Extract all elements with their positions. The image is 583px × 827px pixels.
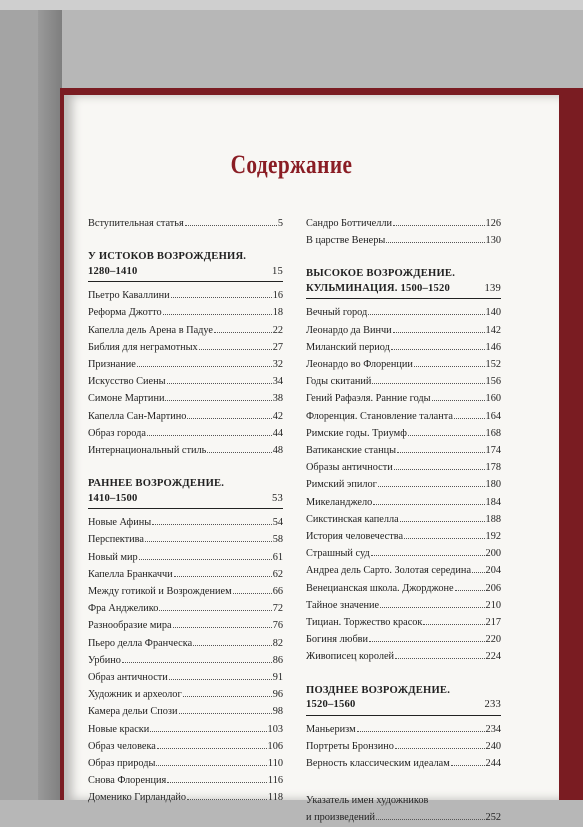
toc-entry-page: 130 — [485, 235, 501, 247]
toc-entry — [88, 356, 283, 373]
toc-entry-title: История человечества — [306, 531, 404, 543]
toc-entry-page: 200 — [485, 548, 501, 560]
toc-entry-page: 220 — [485, 634, 501, 646]
toc-entry — [306, 528, 501, 545]
toc-entry — [306, 597, 501, 614]
toc-entry-title: Перспектива — [88, 534, 144, 546]
toc-entry — [306, 631, 501, 648]
toc-entry — [306, 339, 501, 356]
toc-entry — [88, 669, 283, 686]
toc-entry — [306, 648, 501, 665]
toc-entry-page: 48 — [272, 445, 283, 457]
toc-entry — [88, 652, 283, 669]
toc-entry-page: 192 — [485, 531, 501, 543]
toc-entry-title: Микеланджело — [306, 496, 373, 508]
toc-entry — [88, 755, 283, 772]
toc-entry-page: 146 — [485, 341, 501, 353]
toc-entry-title: Образ античности — [88, 672, 168, 684]
toc-entry-title: Фра Анджелико — [88, 603, 159, 615]
toc-entry — [306, 494, 501, 511]
toc-entry-page: 217 — [485, 617, 501, 629]
toc-entry-title: Новые Афины — [88, 517, 152, 529]
toc-entry — [88, 514, 283, 531]
toc-entry-title: Образ человека — [88, 740, 156, 752]
toc-entry-title: Миланский период — [306, 341, 390, 353]
toc-entry-title: Римские годы. Триумф — [306, 427, 407, 439]
page-title: Содержание — [230, 150, 353, 179]
toc-entry-title: В царстве Венеры — [306, 235, 386, 247]
toc-entry-title: Тициан. Торжество красок — [306, 617, 423, 629]
toc-entry-title: Годы скитаний — [306, 376, 372, 388]
toc-entry-title: Тайное значение — [306, 599, 380, 611]
toc-entry-title: Страшный суд — [306, 548, 370, 560]
toc-entry — [88, 408, 283, 425]
toc-entry-title: Леонардо во Флоренции — [306, 359, 413, 371]
toc-entry-page: 32 — [272, 359, 283, 371]
toc-entry-title: Художник и археолог — [88, 689, 182, 701]
section-heading: ПОЗДНЕЕ ВОЗРОЖДЕНИЕ. 1520–1560 233 — [306, 684, 501, 716]
toc-entry-title: Пьетро Каваллини — [88, 290, 170, 302]
toc-entry-title: Флоренция. Становление таланта — [306, 410, 453, 422]
toc-entry — [88, 617, 283, 634]
toc-entry — [306, 215, 501, 232]
toc-entry — [88, 373, 283, 390]
toc-entry-title: Симоне Мартини — [88, 393, 165, 405]
toc-entry-page: 103 — [267, 723, 283, 735]
toc-entry-page: 240 — [485, 740, 501, 752]
toc-entry-title: Образы античности — [306, 462, 393, 474]
toc-entry — [306, 408, 501, 425]
toc-entry — [88, 583, 283, 600]
toc-entry: Вступительная статья 5 — [88, 218, 283, 229]
toc-entry-page: 76 — [272, 620, 283, 632]
toc-entry-title: Ватиканские станцы — [306, 445, 397, 457]
toc-entry-title: Реформа Джотто — [88, 307, 162, 319]
toc-entry — [88, 339, 283, 356]
toc-entry — [306, 322, 501, 339]
toc-entry-page: 206 — [485, 582, 501, 594]
toc-entry-title: Капелла Бранкаччи — [88, 568, 173, 580]
toc-entry-page: 61 — [272, 551, 283, 563]
toc-entry — [306, 476, 501, 493]
toc-entry-page: 82 — [272, 637, 283, 649]
toc-entry — [88, 738, 283, 755]
toc-entry-page: 180 — [485, 479, 501, 491]
toc-entry-page: 16 — [272, 290, 283, 302]
toc-entry — [88, 425, 283, 442]
toc-entry — [306, 356, 501, 373]
toc-entry — [88, 442, 283, 459]
toc-entry-page: 54 — [272, 517, 283, 529]
toc-entry-title: Сандро Боттичелли — [306, 218, 393, 229]
toc-entry-title: Андреа дель Сарто. Золотая середина — [306, 565, 472, 577]
toc-entry-title: Портреты Бронзино — [306, 740, 394, 752]
toc-left-column — [88, 215, 283, 807]
toc-entry-page: 126 — [485, 218, 501, 229]
toc-entry — [306, 442, 501, 459]
scan-border — [0, 0, 583, 10]
toc-entry-page: 34 — [272, 376, 283, 388]
toc-entry-title: Римский эпилог — [306, 479, 377, 491]
toc-entry-title: Камера дельи Спози — [88, 706, 178, 718]
toc-entry — [88, 635, 283, 652]
toc-entry-title: Разнообразие мира — [88, 620, 172, 632]
toc-entry-page: 116 — [267, 775, 283, 787]
toc-entry-title: Капелла дель Арена в Падуе — [88, 324, 213, 336]
toc-entry — [306, 304, 501, 321]
toc-entry-title: Образ города — [88, 427, 146, 439]
toc-entry — [306, 755, 501, 772]
toc-entry-page: 110 — [267, 758, 283, 770]
toc-entry — [306, 721, 501, 738]
toc-entry — [88, 531, 283, 548]
toc-entry-page: 66 — [272, 586, 283, 598]
toc-entry-page: 98 — [272, 706, 283, 718]
toc-entry-title: Сикстинская капелла — [306, 513, 399, 525]
toc-entry-title: Образ природы — [88, 758, 156, 770]
toc-entry-title: Доменико Гирландайо — [88, 792, 187, 804]
toc-entry-title: Урбино — [88, 654, 121, 666]
toc-entry-page: 91 — [272, 672, 283, 684]
toc-entry-page: 224 — [485, 651, 501, 663]
toc-entry — [306, 373, 501, 390]
toc-entry — [306, 580, 501, 597]
toc-entry-title: Вечный город — [306, 307, 368, 319]
toc-entry-title: Новый мир — [88, 551, 138, 563]
toc-entry — [306, 232, 501, 249]
toc-entry-title: Признание — [88, 359, 136, 371]
toc-entry-title: Гений Рафаэля. Ранние годы — [306, 393, 431, 405]
toc-entry-page: 62 — [272, 568, 283, 580]
toc-entry — [306, 511, 501, 528]
toc-entry — [88, 772, 283, 789]
toc-entry-title: Пьеро делла Франческа — [88, 637, 193, 649]
toc-entry — [306, 738, 501, 755]
toc-entry-page: 164 — [485, 410, 501, 422]
toc-entry-title: Новые краски — [88, 723, 150, 735]
toc-entry-page: 152 — [485, 359, 501, 371]
toc-entry — [88, 549, 283, 566]
toc-entry-page: 160 — [485, 393, 501, 405]
toc-entry — [306, 614, 501, 631]
toc-entry — [88, 686, 283, 703]
toc-entry-page: 58 — [272, 534, 283, 546]
toc-entry-page: 174 — [485, 445, 501, 457]
toc-entry-page: 96 — [272, 689, 283, 701]
toc-entry — [306, 425, 501, 442]
toc-entry-title: Снова Флоренция — [88, 775, 167, 787]
toc-entry — [306, 562, 501, 579]
toc-entry-page: 188 — [485, 513, 501, 525]
toc-entry-page: 42 — [272, 410, 283, 422]
toc-entry-title: Богиня любви — [306, 634, 369, 646]
toc-entry-title: Венецианская школа. Джорджоне — [306, 582, 454, 594]
toc-entry — [88, 322, 283, 339]
toc-entry-page: 72 — [272, 603, 283, 615]
toc-entry-page: 210 — [485, 599, 501, 611]
toc-entry-title: Искусство Сиены — [88, 376, 166, 388]
toc-entry-page: 106 — [267, 740, 283, 752]
toc-entry-title: Между готикой и Возрождением — [88, 586, 232, 598]
toc-entry — [306, 459, 501, 476]
toc-entry — [88, 304, 283, 321]
toc-entry — [88, 789, 283, 806]
toc-entry-page: 184 — [485, 496, 501, 508]
toc-entry — [88, 721, 283, 738]
toc-entry — [88, 390, 283, 407]
toc-entry-page: 27 — [272, 341, 283, 353]
toc-entry-title: Капелла Сан-Мартино — [88, 410, 187, 422]
toc-entry-title: Леонардо да Винчи — [306, 324, 392, 336]
toc-entry-page: 204 — [485, 565, 501, 577]
toc-entry-page: 178 — [485, 462, 501, 474]
toc-entry-page: 18 — [272, 307, 283, 319]
book-spine-shadow — [38, 10, 62, 800]
toc-entry-page: 38 — [272, 393, 283, 405]
toc-entry-page: 168 — [485, 427, 501, 439]
toc-entry-page: 140 — [485, 307, 501, 319]
toc-entry-page: 118 — [267, 792, 283, 804]
toc-entry-page: 44 — [272, 427, 283, 439]
toc-right-column — [306, 215, 501, 827]
toc-entry-page: 22 — [272, 324, 283, 336]
index-entry: Указатель имен художников и произведений 252 — [306, 795, 501, 824]
toc-entry — [306, 545, 501, 562]
toc-entry — [306, 390, 501, 407]
toc-entry-page: 156 — [485, 376, 501, 388]
toc-entry-title: Библия для неграмотных — [88, 341, 198, 353]
toc-entry-title: Интернациональный стиль — [88, 445, 207, 457]
toc-entry-title: Верность классическим идеалам — [306, 758, 450, 770]
section-heading: РАННЕЕ ВОЗРОЖДЕНИЕ. 1410–1500 53 — [88, 477, 283, 509]
section-heading: ВЫСОКОЕ ВОЗРОЖДЕНИЕ. КУЛЬМИНАЦИЯ. 1500–1520 139 — [306, 267, 501, 299]
toc-entry-title: Маньеризм — [306, 723, 356, 735]
section-heading: У ИСТОКОВ ВОЗРОЖДЕНИЯ. 1280–1410 15 — [88, 250, 283, 282]
toc-entry — [88, 287, 283, 304]
toc-entry — [88, 566, 283, 583]
toc-entry-page: 142 — [485, 324, 501, 336]
toc-entry-page: 244 — [485, 758, 501, 770]
toc-entry — [88, 600, 283, 617]
toc-entry — [88, 703, 283, 720]
toc-entry-page: 86 — [272, 654, 283, 666]
toc-entry-page: 234 — [485, 723, 501, 735]
toc-entry-title: Живописец королей — [306, 651, 395, 663]
